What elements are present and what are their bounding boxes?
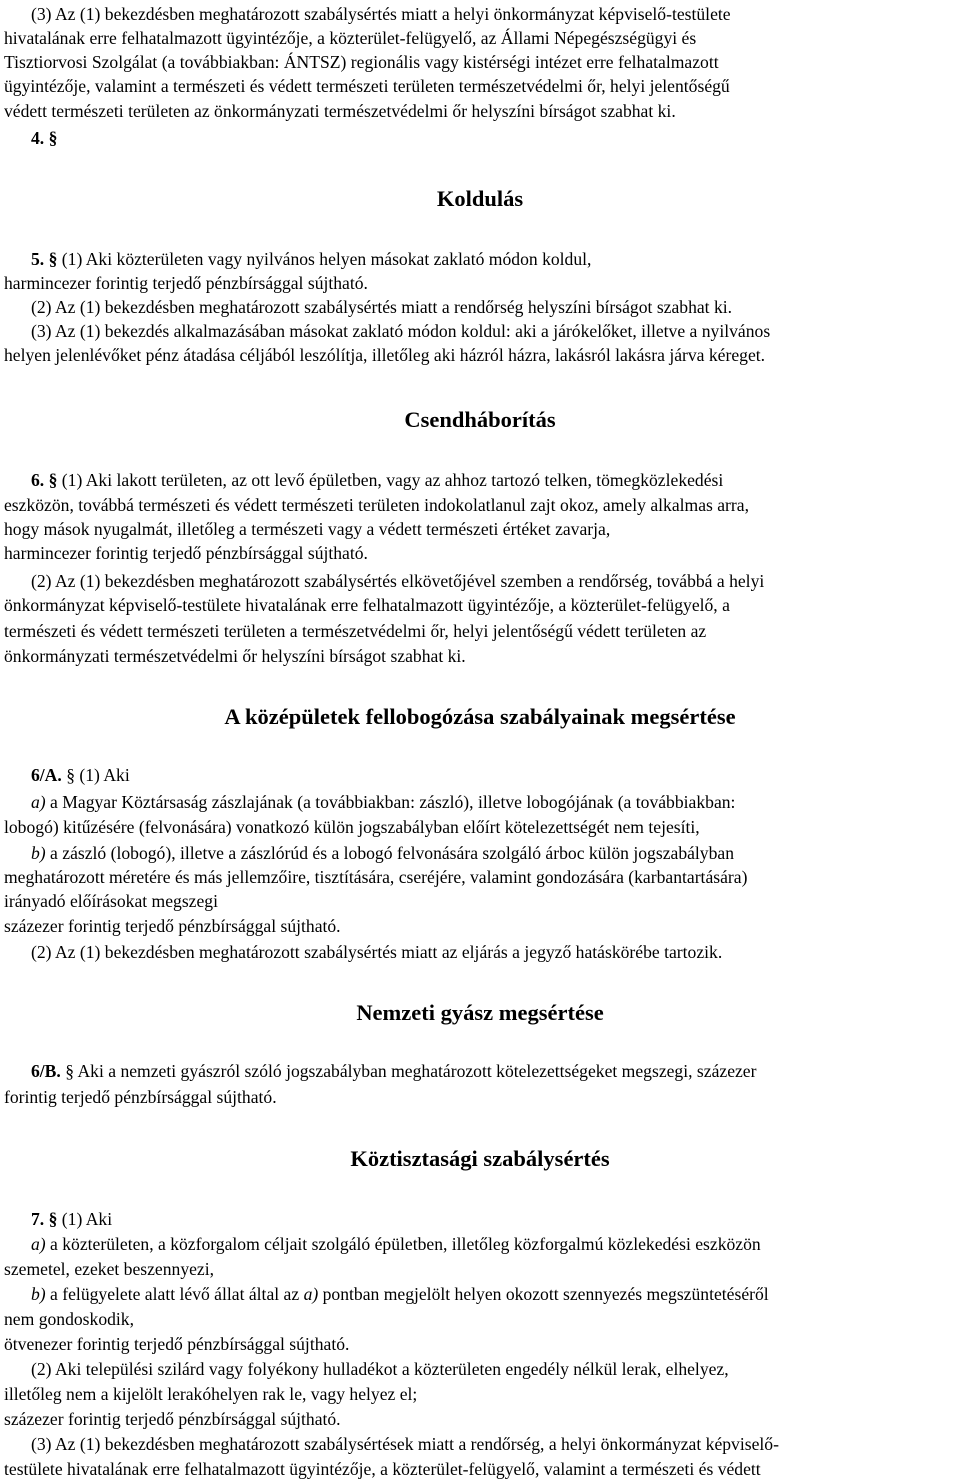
- section-6a-para-2: (2) Az (1) bekezdésben meghatározott szabálysértés miatt az eljárás a jegyző hatáskörébe tartozik.: [31, 942, 723, 962]
- section-5-para-1: 5. § (1) Aki közterületen vagy nyilvános helyen másokat zaklató módon koldul,: [31, 249, 592, 269]
- section-6-para-1: 6. § (1) Aki lakott területen, az ott levő épületben, vagy az ahhoz tartozó telken, tömegközlekedési: [31, 470, 724, 490]
- section-6a-point-b-l2: meghatározott méretére és más jellemzőire, tisztítására, cseréjére, valamint gondozására (karbantartására): [4, 867, 748, 887]
- section-7-point-b-cont: nem gondoskodik,: [4, 1309, 134, 1329]
- section-6b-text: 6/B. § Aki a nemzeti gyászról szóló jogszabályban meghatározott kötelezettségeket megszegi, százezer: [31, 1061, 757, 1081]
- section-6a-point-a-cont: lobogó) kitűzésére (felvonására) vonatkozó külön jogszabályban előírt kötelezettségét nem tejesíti,: [4, 817, 700, 837]
- section-7-point-b: b) a felügyelete alatt lévő állat által az a) pontban megjelölt helyen okozott szennyezés megszüntetéséről: [31, 1284, 769, 1304]
- section-6b-text-cont: forintig terjedő pénzbírsággal sújtható.: [4, 1087, 277, 1107]
- section-5-para-3: (3) Az (1) bekezdés alkalmazásában másokat zaklató módon koldul: aki a járókelőket, illetve a nyilvános: [31, 321, 771, 341]
- section-6-para-1-l4: harmincezer forintig terjedő pénzbírsággal sújtható.: [4, 543, 368, 563]
- heading-fellobogozas: A középületek fellobogózása szabályainak megsértése: [224, 704, 736, 729]
- intro-line-5: védett természeti területen az önkormányzati természetvédelmi őr helyszíni bírságot szabhat ki.: [4, 101, 676, 121]
- section-4-number: 4. §: [31, 128, 58, 148]
- section-6-para-1-l3: hogy mások nyugalmát, illetőleg a természeti vagy a védett természeti értéket zavarja,: [4, 519, 611, 539]
- section-7-para-2: (2) Aki települési szilárd vagy folyékony hulladékot a közterületen engedély nélkül lerak, elhelyez,: [31, 1359, 729, 1379]
- section-6-para-2-l3: természeti és védett természeti területen a természetvédelmi őr, helyi jelentőségű védett területen az: [4, 621, 707, 641]
- section-6a-point-b: b) a zászló (lobogó), illetve a zászlórúd és a lobogó felvonására szolgáló árboc külön jogszabályban: [31, 843, 735, 863]
- section-6-para-1-l2: eszközön, továbbá természeti és védett természeti területen indokolatlanul zajt okoz, amely alkalmas arra,: [4, 495, 749, 515]
- section-5-para-2: (2) Az (1) bekezdésben meghatározott szabálysértés miatt a rendőrség helyszíni bírságot szabhat ki.: [31, 297, 733, 317]
- intro-line-3: Tisztiorvosi Szolgálat (a továbbiakban: ÁNTSZ) regionális vagy kistérségi intézet erre felhatalmazott: [4, 52, 719, 72]
- section-5-para-3-cont: helyen jelenlévőket pénz átadása céljából leszólítja, illetőleg aki házról házra, lakásról lakásra járva kéreget.: [4, 345, 766, 365]
- section-6a-fine: százezer forintig terjedő pénzbírsággal sújtható.: [4, 916, 341, 936]
- section-6a-point-b-l3: irányadó előírásokat megszegi: [4, 891, 218, 911]
- section-7-para-3: (3) Az (1) bekezdésben meghatározott szabálysértések miatt a rendőrség, a helyi önkormányzat képviselő-: [31, 1434, 779, 1454]
- heading-koztisztasagi: Köztisztasági szabálysértés: [350, 1146, 610, 1171]
- section-6-para-2-l2: önkormányzat képviselő-testülete hivatalának erre felhatalmazott ügyintézője, a közterület-felügyelő, a: [4, 595, 730, 615]
- section-7-para-3-cont: testülete hivatalának erre felhatalmazott ügyintézője, a közterület-felügyelő, valamint a természeti és védett: [4, 1459, 761, 1479]
- intro-line-2: hivatalának erre felhatalmazott ügyintézője, a közterület-felügyelő, az Állami Népegészségügyi és: [4, 28, 697, 48]
- section-6a-intro: 6/A. § (1) Aki: [31, 765, 130, 785]
- intro-line-1: (3) Az (1) bekezdésben meghatározott szabálysértés miatt a helyi önkormányzat képviselő-testülete: [31, 4, 731, 24]
- section-7-point-a-cont: szemetel, ezeket beszennyezi,: [4, 1259, 215, 1279]
- heading-nemzeti-gyasz: Nemzeti gyász megsértése: [356, 1000, 604, 1025]
- intro-line-4: ügyintézője, valamint a természeti és védett természeti területen természetvédelmi őr, helyi jelentőségű: [4, 76, 730, 96]
- section-6a-point-a: a) a Magyar Köztársaság zászlajának (a továbbiakban: zászló), illetve lobogójának (a továbbiakban:: [31, 792, 736, 812]
- section-7-fine-1: ötvenezer forintig terjedő pénzbírsággal sújtható.: [4, 1334, 350, 1354]
- heading-koldulas: Koldulás: [436, 186, 524, 211]
- heading-csendhaboritas: Csendháborítás: [404, 407, 556, 432]
- section-5-para-1-cont: harmincezer forintig terjedő pénzbírsággal sújtható.: [4, 273, 368, 293]
- section-6-para-2: (2) Az (1) bekezdésben meghatározott szabálysértés elkövetőjével szemben a rendőrség, továbbá a helyi: [31, 571, 765, 591]
- section-7-point-a: a) a közterületen, a közforgalom céljait szolgáló épületben, illetőleg közforgalmú közlekedési eszközön: [31, 1234, 761, 1254]
- section-7-para-2-cont: illetőleg nem a kijelölt lerakóhelyen rak le, vagy helyez el;: [4, 1384, 418, 1404]
- section-7-intro: 7. § (1) Aki: [31, 1209, 113, 1229]
- section-6-para-2-l4: önkormányzati természetvédelmi őr helyszíni bírságot szabhat ki.: [4, 646, 466, 666]
- section-7-fine-2: százezer forintig terjedő pénzbírsággal sújtható.: [4, 1409, 341, 1429]
